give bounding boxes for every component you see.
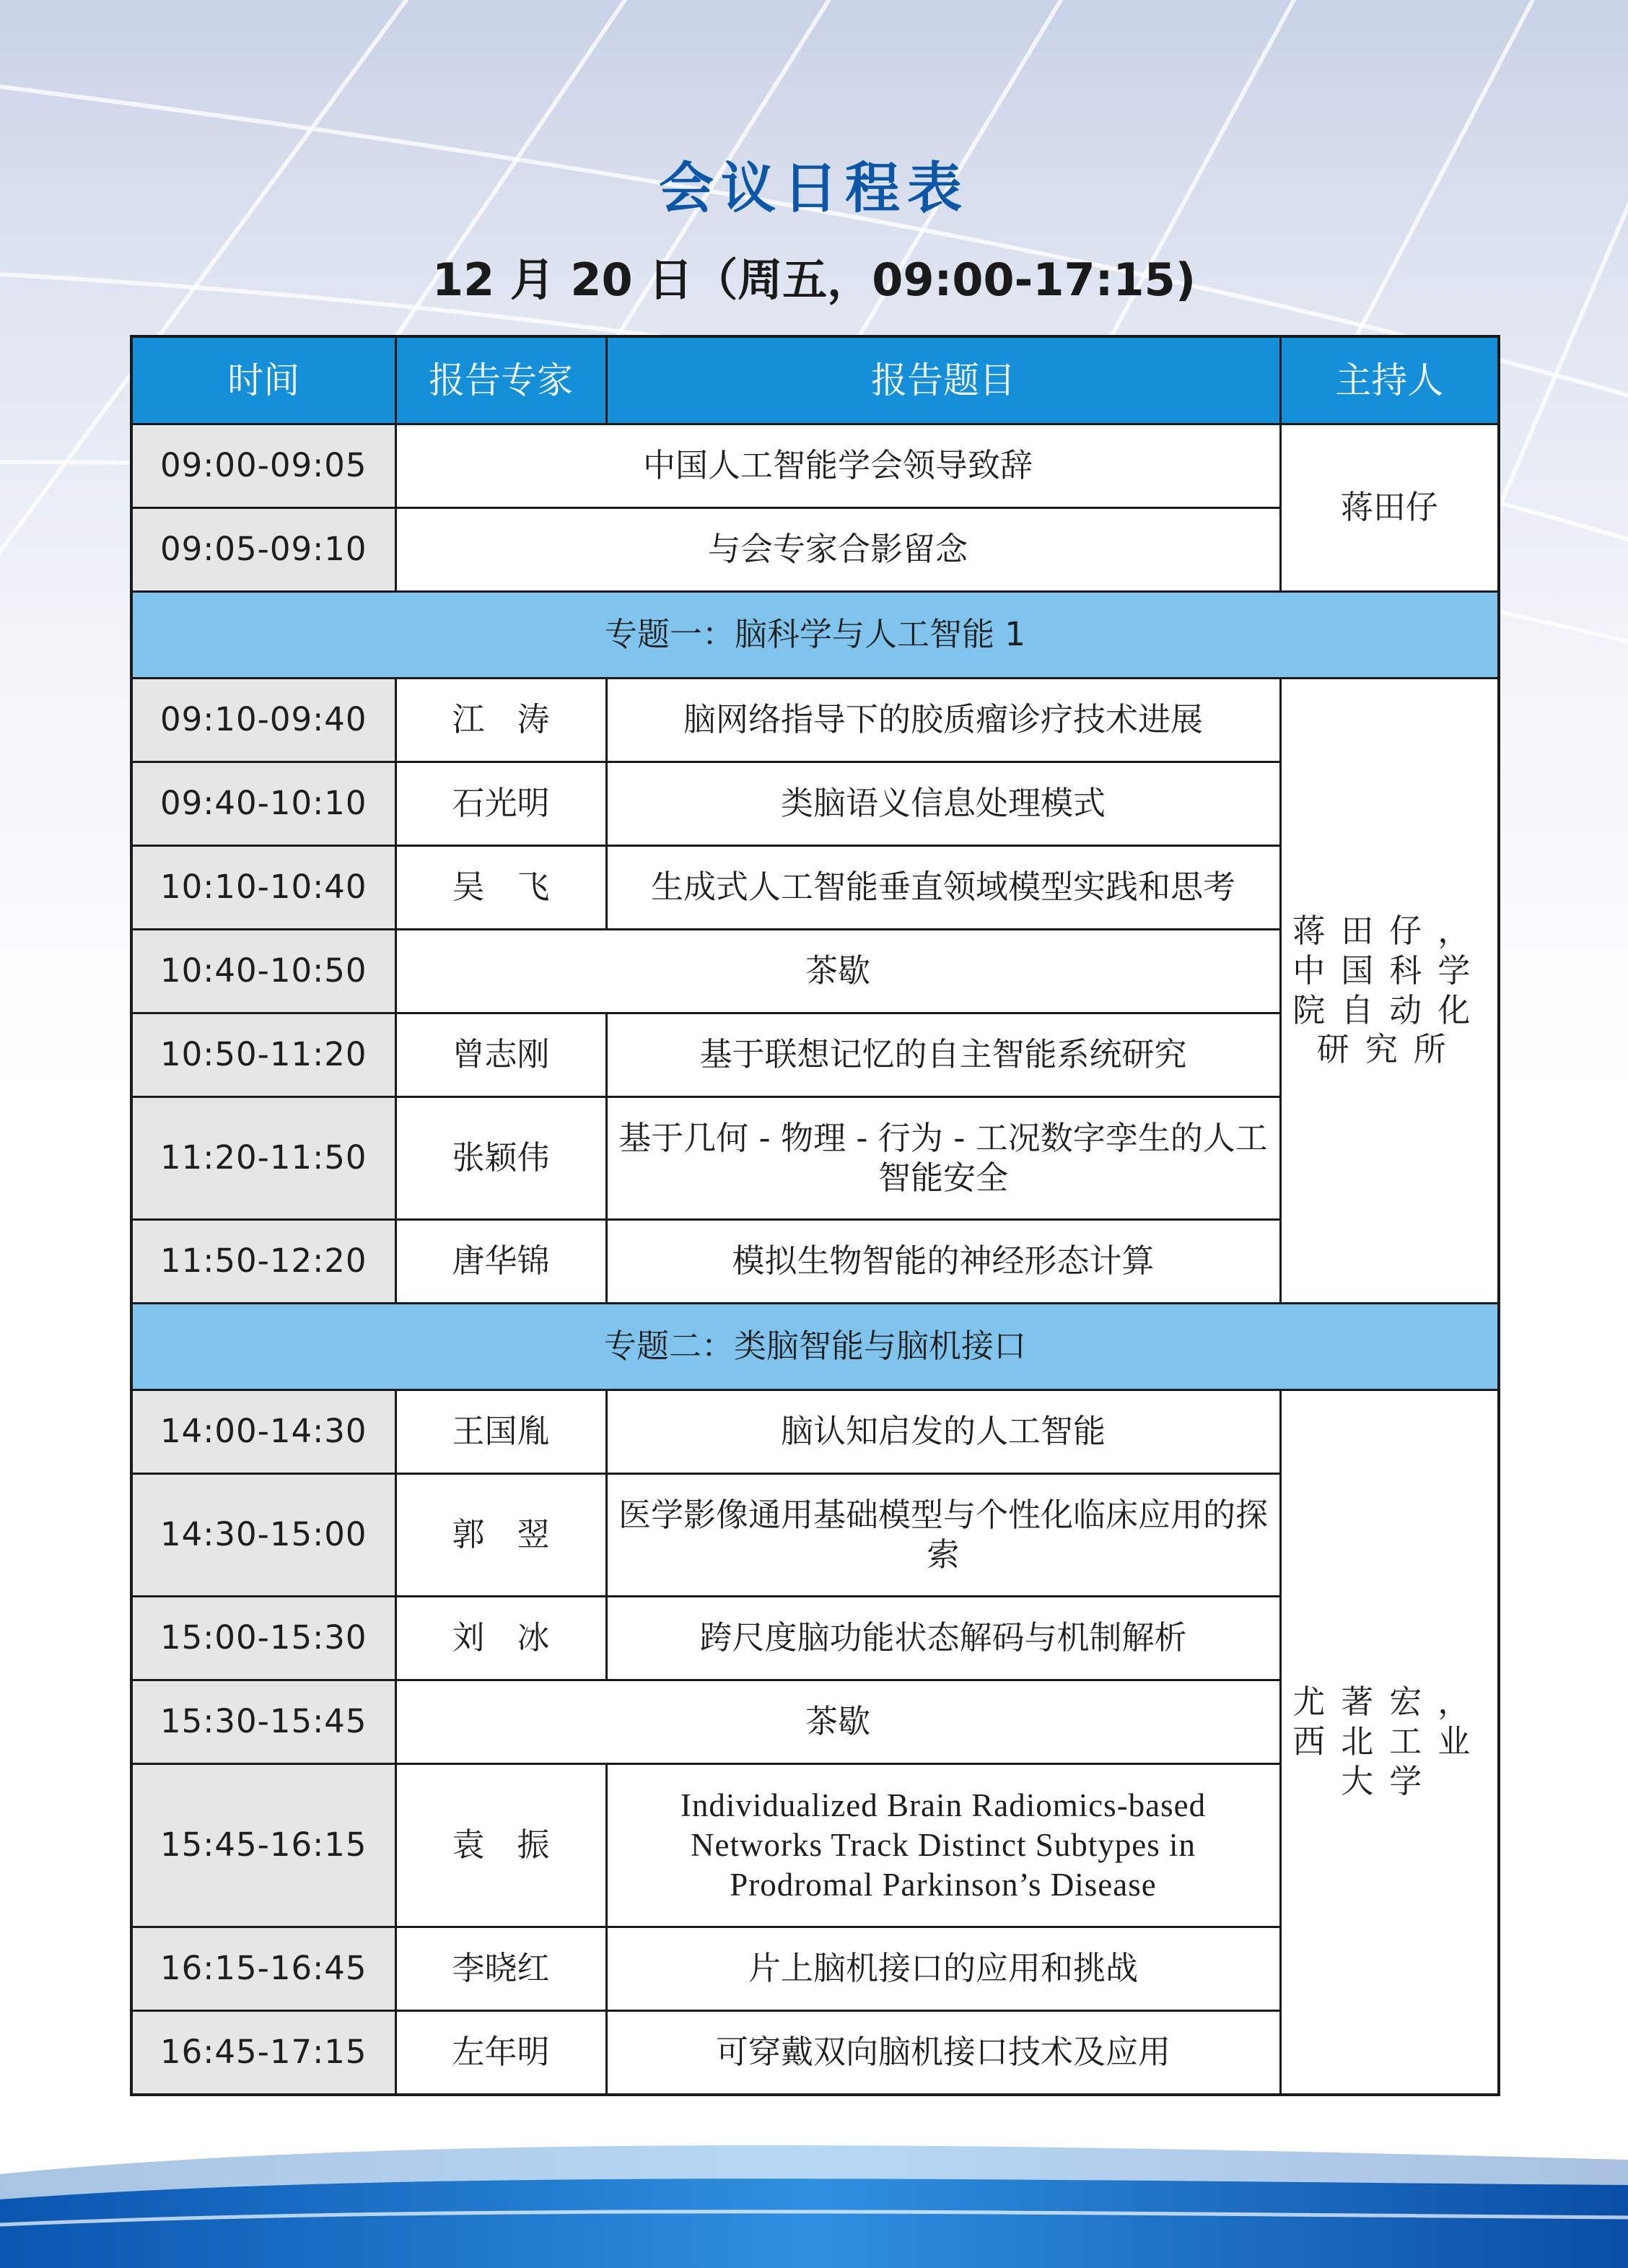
topic-cell: Individualized Brain Radiomics-based Networks Track Distinct Subtypes in Prodromal Parkinson’s Disease <box>606 1764 1280 1927</box>
time-cell: 09:00-09:05 <box>131 424 395 508</box>
time-cell: 16:45-17:15 <box>131 2011 395 2095</box>
host-cell: 蒋田仔，中国科学院自动化研究所 <box>1280 679 1499 1304</box>
date-subtitle: 12 月 20 日（周五，09:00-17:15) <box>432 253 1196 306</box>
speaker-cell: 曾志刚 <box>395 1013 606 1097</box>
break-cell: 茶歇 <box>395 1680 1280 1764</box>
time-cell: 10:40-10:50 <box>131 930 395 1013</box>
topic-cell: 可穿戴双向脑机接口技术及应用 <box>606 2011 1280 2095</box>
topic-cell: 与会专家合影留念 <box>395 508 1280 592</box>
break-cell: 茶歇 <box>395 930 1280 1013</box>
topic-cell: 模拟生物智能的神经形态计算 <box>606 1220 1280 1304</box>
page-title: 会议日程表 <box>659 156 969 220</box>
speaker-cell: 石光明 <box>395 762 606 846</box>
header-host: 主持人 <box>1280 336 1499 424</box>
session-title: 专题一：脑科学与人工智能 1 <box>131 592 1499 679</box>
table-header-row <box>131 336 1499 424</box>
table-row <box>131 679 1499 762</box>
host-cell: 尤著宏，西北工业大学 <box>1280 1390 1499 2095</box>
time-cell: 10:50-11:20 <box>131 1013 395 1097</box>
time-cell: 09:40-10:10 <box>131 762 395 846</box>
table-row <box>131 1390 1499 1474</box>
topic-cell: 类脑语义信息处理模式 <box>606 762 1280 846</box>
session-header-row <box>131 1304 1499 1390</box>
speaker-cell: 张颖伟 <box>395 1097 606 1220</box>
time-cell: 16:15-16:45 <box>131 1927 395 2011</box>
bottom-wave-decoration <box>0 2116 1628 2268</box>
time-cell: 10:10-10:40 <box>131 846 395 930</box>
time-cell: 09:10-09:40 <box>131 679 395 762</box>
speaker-cell: 左年明 <box>395 2011 606 2095</box>
time-cell: 11:20-11:50 <box>131 1097 395 1220</box>
topic-cell: 脑网络指导下的胶质瘤诊疗技术进展 <box>606 679 1280 762</box>
speaker-cell: 袁 振 <box>395 1764 606 1927</box>
speaker-cell: 王国胤 <box>395 1390 606 1474</box>
topic-cell: 医学影像通用基础模型与个性化临床应用的探索 <box>606 1474 1280 1597</box>
time-cell: 14:00-14:30 <box>131 1390 395 1474</box>
session-title: 专题二：类脑智能与脑机接口 <box>131 1304 1499 1390</box>
table-row <box>131 424 1499 508</box>
header-time: 时间 <box>131 336 395 424</box>
speaker-cell: 刘 冰 <box>395 1597 606 1680</box>
speaker-cell: 郭 翌 <box>395 1474 606 1597</box>
topic-cell: 跨尺度脑功能状态解码与机制解析 <box>606 1597 1280 1680</box>
topic-cell: 片上脑机接口的应用和挑战 <box>606 1927 1280 2011</box>
speaker-cell: 李晓红 <box>395 1927 606 2011</box>
time-cell: 15:45-16:15 <box>131 1764 395 1927</box>
time-cell: 11:50-12:20 <box>131 1220 395 1304</box>
topic-cell: 中国人工智能学会领导致辞 <box>395 424 1280 508</box>
speaker-cell: 吴 飞 <box>395 846 606 930</box>
topic-cell: 基于几何 - 物理 - 行为 - 工况数字孪生的人工智能安全 <box>606 1097 1280 1220</box>
time-cell: 15:30-15:45 <box>131 1680 395 1764</box>
time-cell: 09:05-09:10 <box>131 508 395 592</box>
topic-cell: 生成式人工智能垂直领域模型实践和思考 <box>606 846 1280 930</box>
time-cell: 15:00-15:30 <box>131 1597 395 1680</box>
time-cell: 14:30-15:00 <box>131 1474 395 1597</box>
speaker-cell: 江 涛 <box>395 679 606 762</box>
topic-cell: 基于联想记忆的自主智能系统研究 <box>606 1013 1280 1097</box>
speaker-cell: 唐华锦 <box>395 1220 606 1304</box>
header-topic: 报告题目 <box>606 336 1280 424</box>
topic-cell: 脑认知启发的人工智能 <box>606 1390 1280 1474</box>
header-speaker: 报告专家 <box>395 336 606 424</box>
schedule-table <box>130 335 1500 2096</box>
session-header-row <box>131 592 1499 679</box>
host-cell: 蒋田仔 <box>1280 424 1499 592</box>
